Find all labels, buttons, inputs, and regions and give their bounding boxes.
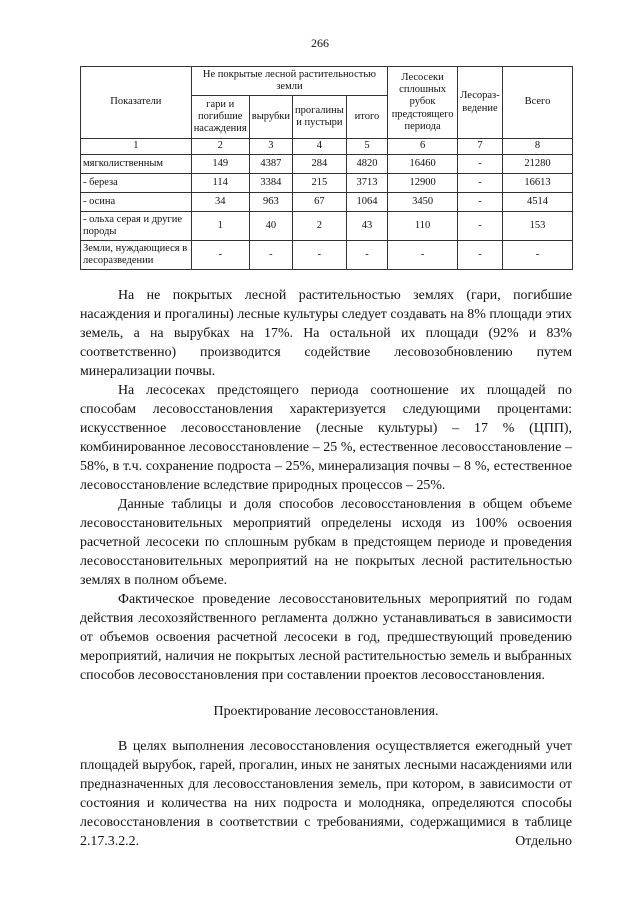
paragraph: На не покрытых лесной растительностью землях (гари, погибшие насаждения и прогалины) лесные культуры следует создавать на 8% площади этих земель, а на вырубках на 17%. На остальной их площади (92% и 83% соответственно) производится содействие лесовозобновлению путем минерализации почвы.: [80, 288, 572, 379]
header-total: Всего: [502, 67, 572, 139]
cell: -: [502, 241, 572, 270]
cell: 284: [293, 155, 347, 174]
header-indicator: Показатели: [81, 67, 192, 139]
cell: -: [457, 241, 502, 270]
cell: 12900: [388, 174, 458, 193]
paragraph: Данные таблицы и доля способов лесовосстановления в общем объеме лесовосстановительных мероприятий определены исходя из 100% освоения расчетной лесосеки по сплошным рубкам в предстоящем периоде и проведения лесовосстановительных мероприятий на не покрытых лесной растительностью землях в полном объеме.: [80, 497, 572, 588]
page-number: 266: [311, 36, 329, 50]
col-number: 2: [191, 139, 249, 155]
header-glades: прогалины и пустыри: [293, 96, 347, 139]
header-subtotal: итого: [346, 96, 387, 139]
col-number: 5: [346, 139, 387, 155]
body-text: [80, 286, 572, 851]
paragraph: На лесосеках предстоящего периода соотношение их площадей по способам лесовосстановления характеризуется следующими процентами: искусственное лесовосстановление (лесные культуры) – 17 % (ЦПП), комбинированное лесовосстановление – 25 %, естественное лесовосстановление – 58%, в т.ч. сохранение подроста – 25%, минерализация почвы – 8 %, естественное лесовосстановление вследствие природных процессов – 25%.: [80, 383, 572, 493]
cell: -: [388, 241, 458, 270]
cell: -: [457, 174, 502, 193]
header-burnt: гари и погибшие насаждения: [191, 96, 249, 139]
cell: -: [457, 155, 502, 174]
row-label: Земли, нуждающиеся в лесоразведении: [81, 241, 192, 270]
cell: -: [346, 241, 387, 270]
paragraph: В целях выполнения лесовосстановления осуществляется ежегодный учет площадей вырубок, гарей, прогалин, иных не занятых лесными насаждениями или предназначенных для лесовосстановления земель, при котором, в зависимости от состояния и количества на них подроста и молодняка, определяются способы лесовосстановления в соответствии с требованиями, содержащимися в таблице 2.17.3.2.2. Отдельно: [80, 739, 572, 849]
cell: 3713: [346, 174, 387, 193]
cell: -: [457, 193, 502, 212]
row-label: - осина: [81, 193, 192, 212]
table-row: [81, 193, 573, 212]
cell: 4820: [346, 155, 387, 174]
col-number: 6: [388, 139, 458, 155]
col-number: 3: [249, 139, 292, 155]
cell: 149: [191, 155, 249, 174]
cell: 114: [191, 174, 249, 193]
table-row: [81, 155, 573, 174]
cell: 3450: [388, 193, 458, 212]
col-number: 4: [293, 139, 347, 155]
col-number: 8: [502, 139, 572, 155]
cell: 1: [191, 212, 249, 241]
row-label: - береза: [81, 174, 192, 193]
cell: 4514: [502, 193, 572, 212]
cell: 40: [249, 212, 292, 241]
cell: 67: [293, 193, 347, 212]
header-uncovered-lands: Не покрытые лесной растительностью земли: [191, 67, 387, 96]
cell: 16460: [388, 155, 458, 174]
col-number: 1: [81, 139, 192, 155]
cell: 34: [191, 193, 249, 212]
forestation-table: [80, 66, 573, 270]
cell: 110: [388, 212, 458, 241]
column-number-row: [81, 139, 573, 155]
col-number: 7: [457, 139, 502, 155]
table-header-row: [81, 67, 573, 96]
row-label: мягколиственным: [81, 155, 192, 174]
header-cutting-areas: Лесосеки сплошных рубок предстоящего периода: [388, 67, 458, 139]
cell: 963: [249, 193, 292, 212]
section-heading: Проектирование лесовосстановления.: [213, 704, 439, 719]
header-clearings: вырубки: [249, 96, 292, 139]
table-row: [81, 241, 573, 270]
cell: 2: [293, 212, 347, 241]
cell: -: [191, 241, 249, 270]
table-row: [81, 174, 573, 193]
cell: 43: [346, 212, 387, 241]
cell: 21280: [502, 155, 572, 174]
cell: 153: [502, 212, 572, 241]
cell: -: [293, 241, 347, 270]
header-afforestation: Лесораз-ведение: [457, 67, 502, 139]
cell: 4387: [249, 155, 292, 174]
cell: 3384: [249, 174, 292, 193]
cell: -: [457, 212, 502, 241]
cell: 1064: [346, 193, 387, 212]
cell: 16613: [502, 174, 572, 193]
cell: -: [249, 241, 292, 270]
table-row: [81, 212, 573, 241]
cell: 215: [293, 174, 347, 193]
paragraph: Фактическое проведение лесовосстановительных мероприятий по годам действия лесохозяйственного регламента должно устанавливаться в зависимости от объемов освоения расчетной лесосеки в год, предшествующий проведению мероприятий, наличия не покрытых лесной растительностью земель и выбранных способов лесовосстановления при составлении проектов лесовосстановления.: [80, 592, 572, 683]
row-label: - ольха серая и другие породы: [81, 212, 192, 241]
